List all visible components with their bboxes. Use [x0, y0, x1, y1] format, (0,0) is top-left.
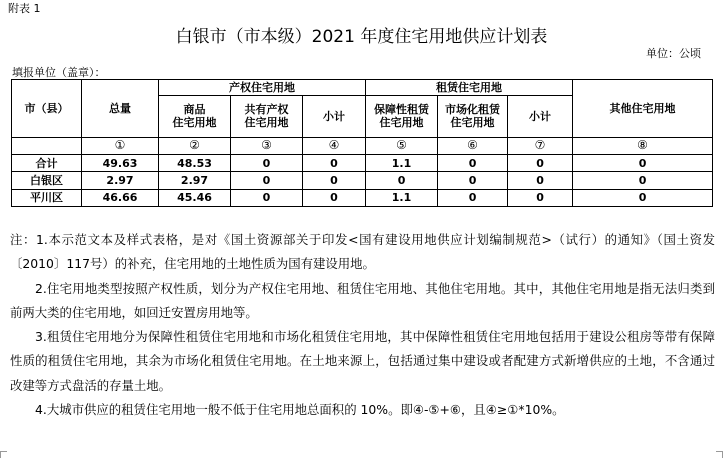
column-number: ② [159, 137, 231, 154]
header-total: 总量 [82, 80, 159, 138]
header-shared: 共有产权 住宅用地 [231, 96, 303, 137]
unit-label: 单位：公顷 [646, 47, 701, 60]
column-number: ③ [231, 137, 303, 154]
row-name: 平川区 [12, 189, 82, 206]
cell-subtotal-a: 0 [303, 154, 366, 171]
cell-subtotal-a: 0 [303, 189, 366, 206]
header-market-rental: 市场化租赁 住宅用地 [438, 96, 508, 137]
cell-total: 46.66 [82, 189, 159, 206]
header-rental-group: 租赁住宅用地 [366, 80, 573, 96]
column-number: ⑤ [366, 137, 438, 154]
cell-shared: 0 [231, 189, 303, 206]
cell-other: 0 [573, 172, 713, 189]
header-property-group: 产权住宅用地 [159, 80, 366, 96]
cell-shared: 0 [231, 172, 303, 189]
notes-section [10, 228, 715, 422]
table-row [12, 189, 713, 206]
column-number: ① [82, 137, 159, 154]
header-commercial: 商品 住宅用地 [159, 96, 231, 137]
cell-affordable: 0 [366, 172, 438, 189]
cell-total: 49.63 [82, 154, 159, 171]
column-number: ⑥ [438, 137, 508, 154]
header-subtotal-a: 小计 [303, 96, 366, 137]
table-row [12, 172, 713, 189]
cell-commercial: 48.53 [159, 154, 231, 171]
cell-subtotal-b: 0 [508, 189, 573, 206]
cell-subtotal-b: 0 [508, 172, 573, 189]
cell-subtotal-a: 0 [303, 172, 366, 189]
note-paragraph: 2.住宅用地类型按照产权性质，划分为产权住宅用地、租赁住宅用地、其他住宅用地。其中，其他住宅用地是指无法归类到前两大类的住宅用地，如回迁安置房用地等。 [10, 280, 715, 320]
header-other: 其他住宅用地 [573, 80, 713, 138]
cell-commercial: 2.97 [159, 172, 231, 189]
cell-subtotal-b: 0 [508, 154, 573, 171]
table-row [12, 154, 713, 171]
cell-total: 2.97 [82, 172, 159, 189]
header-city: 市（县） [12, 80, 82, 138]
column-number: ④ [303, 137, 366, 154]
row-name: 白银区 [12, 172, 82, 189]
attachment-label: 附表 1 [8, 2, 41, 15]
header-affordable-rental: 保障性租赁 住宅用地 [366, 96, 438, 137]
cell-other: 0 [573, 154, 713, 171]
note-paragraph: 4.大城市供应的租赁住宅用地一般不低于住宅用地总面积的 10%。即④-⑤+⑥，且④≥①*10%。 [35, 402, 565, 418]
cell-market: 0 [438, 189, 508, 206]
cell-affordable: 1.1 [366, 189, 438, 206]
filler-label: 填报单位（盖章）： [12, 66, 106, 79]
header-subtotal-b: 小计 [508, 96, 573, 137]
cell-other: 0 [573, 189, 713, 206]
cell-shared: 0 [231, 154, 303, 171]
column-number: ⑧ [573, 137, 713, 154]
cell-commercial: 45.46 [159, 189, 231, 206]
cell-market: 0 [438, 172, 508, 189]
page-title: 白银市（市本级）2021 年度住宅用地供应计划表 [175, 27, 548, 47]
column-number: ⑦ [508, 137, 573, 154]
note-paragraph: 3.租赁住宅用地分为保障性租赁住宅用地和市场化租赁住宅用地，其中保障性租赁住宅用地包括用于建设公租房等带有保障性质的租赁住宅用地，其余为市场化租赁住宅用地。在土地来源上，包括通过集中建设或者配建方式新增供应的土地，不含通过改建等方式盘活的存量土地。 [10, 329, 715, 393]
cell-market: 0 [438, 154, 508, 171]
cell-affordable: 1.1 [366, 154, 438, 171]
supply-plan-table [11, 79, 713, 207]
number-cell-blank [12, 137, 82, 154]
row-name: 合计 [12, 154, 82, 171]
note-paragraph: 注：1.本示范文本及样式表格，是对《国土资源部关于印发<国有建设用地供应计划编制规范>（试行）的通知》（国土资发〔2010〕117号）的补充，住宅用地的土地性质为国有建设用地。 [10, 232, 715, 272]
